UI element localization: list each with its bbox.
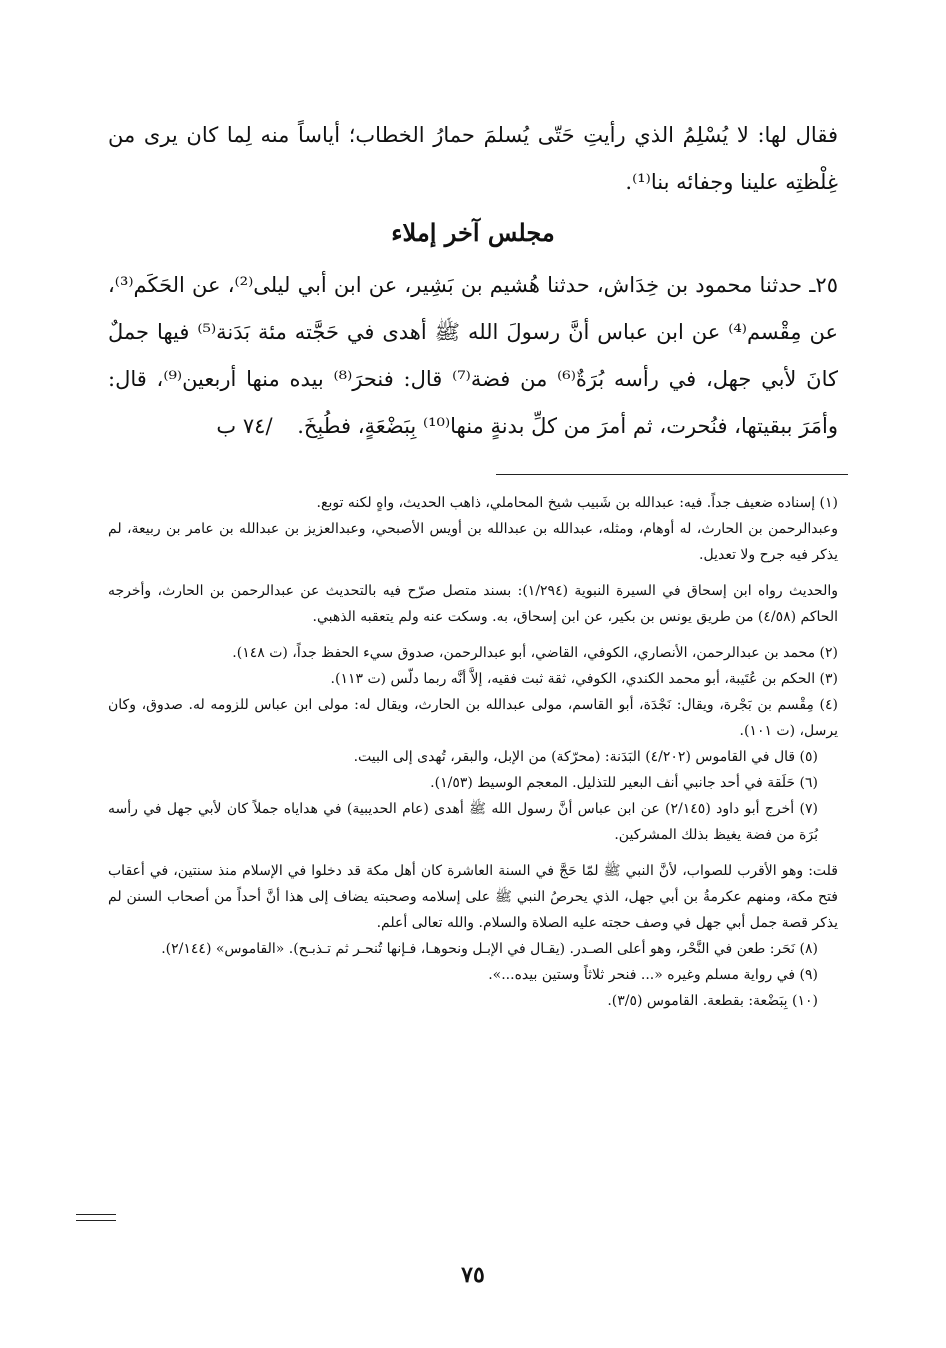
section-heading: مجلس آخر إملاء	[391, 218, 555, 247]
footnote-4: (٤) مِقْسم بن بَجْرة، ويقال: نَجْدَة، أبو القاسم، مولى عبدالله بن الحارث، ويقال له: مولى ابن عباس للزومه له. صدوق، وكان يرسل، (ت ١٠١).	[108, 697, 838, 739]
hadith-text: حدثنا محمود بن خِدَاش، حدثنا هُشيم بن بَشِير، عن ابن أبي ليلى⁽²⁾، عن الحَكَم⁽³⁾، عن مِقْسم⁽⁴⁾ عن ابن عباس أنَّ رسولَ الله ﷺ أهدى في حَجَّته مئة بَدَنة⁽⁵⁾ فيها جملٌ كانَ لأبي جهل، في رأسه بُرَةٌ⁽⁶⁾ من فضة⁽⁷⁾ قال: فنحرَ⁽⁸⁾ بيده منها أربعين⁽⁹⁾، قال: وأمَرَ ببقيتها، فنُحرت، ثم أمرَ من كلِّ بدنةٍ منها⁽¹⁰⁾ بِبَضْعَةٍ، فطُبِخَ.	[108, 273, 838, 438]
footnotes	[108, 490, 838, 1014]
margin-rule-line	[76, 1214, 116, 1215]
footnote-5: (٥) قال في القاموس (٤/٢٠٢) البَدَنة: (محرّكة) من الإبل، والبقر، تُهدى إلى البيت.	[353, 749, 818, 765]
footnote-6: (٦) حَلَقة في أحد جانبي أنف البعير للتذليل. المعجم الوسيط (١/٥٣).	[430, 775, 818, 791]
footnote-1b: وعبدالرحمن بن الحارث، له أوهام، ومثله، عبدالله بن عبدالله بن أويس الأصبحي، وعبدالعزيز بن عبدالله بن عامر بن ربيعة، لم يذكر فيه جرح ولا تعديل.	[108, 521, 838, 563]
footnote-1c: والحديث رواه ابن إسحاق في السيرة النبوية (١/٢٩٤): بسند متصل صرّح فيه بالتحديث عن عبدالرحمن بن الحارث، وأخرجه الحاكم (٤/٥٨) من طريق يونس بن بكير، عن ابن إسحاق، به. وسكت عنه ولم يتعقبه الذهبي.	[108, 583, 838, 625]
hadith-number: ٢٥ـ	[809, 273, 838, 297]
hadith-paragraph	[108, 262, 838, 450]
footnote-7: (٧) أخرج أبو داود (٢/١٤٥) عن ابن عباس أنَّ رسول الله ﷺ أهدى (عام الحديبية) في هداياه جملاً كان لأبي جهل في رأسه بُرَة من فضة يغيظ بذلك المشركين.	[108, 801, 818, 843]
footnote-3: (٣) الحكم بن عُتَيبة، أبو محمد الكندي، الكوفي، ثقة ثبت فقيه، إلاَّ أنَّه ربما دلّس (ت ١١٣).	[330, 671, 838, 687]
margin-rule-line	[76, 1220, 116, 1221]
footnote-2: (٢) محمد بن عبدالرحمن، الأنصاري، الكوفي، القاضي، أبو عبدالرحمن، صدوق سيء الحفظ جداً، (ت ١٤٨).	[232, 645, 838, 661]
paragraph-continuation: فقال لها: لا يُسْلِمُ الذي رأيتِ حَتّى يُسلمَ حمارُ الخطاب؛ أياساً منه لِما كان يرى من غِلْظتِه علينا وجفائه بنا⁽¹⁾.	[108, 123, 838, 194]
footnote-8: (٨) نَحَر: طعن في النَّحْر، وهو أعلى الصـدر. (يقـال في الإبـل ونحوهـا، فـإنها تُنحـر ثم تـذبـح). «القاموس» (٢/١٤٤).	[161, 941, 818, 957]
main-text	[108, 112, 838, 450]
footnote-note: قلت: وهو الأقرب للصواب، لأنَّ النبي ﷺ لمّا حَجَّ في السنة العاشرة كان أهل مكة قد دخلوا في الإسلام منذ سنتين، في أعقاب فتح مكة، ومنهم عكرمةُ بن أبي جهل، الذي يحرصُ النبي ﷺ على إسلامه وصحبته يضاف إلى هذا أنَّ أحداً من أصحاب السنن لم يذكر قصة جمل أبي جهل في وصف حجته عليه الصلاة والسلام. والله تعالى أعلم.	[108, 863, 838, 931]
margin-double-rule	[76, 1214, 116, 1226]
page-number: ٧٥	[461, 1262, 485, 1288]
footnote-9: (٩) في رواية مسلم وغيره «... فنحر ثلاثاً وستين بيده...».	[488, 967, 818, 983]
footnote-separator	[496, 474, 848, 475]
folio-marker: /٧٤ ب	[216, 414, 273, 438]
footnote-1a: (١) إسناده ضعيف جداً. فيه: عبدالله بن شَبيب شيخ المحاملي، ذاهب الحديث، واهٍ لكنه توبع.	[316, 495, 838, 511]
footnote-10: (١٠) بِبَضْعة: بقطعة. القاموس (٣/٥).	[607, 993, 818, 1009]
